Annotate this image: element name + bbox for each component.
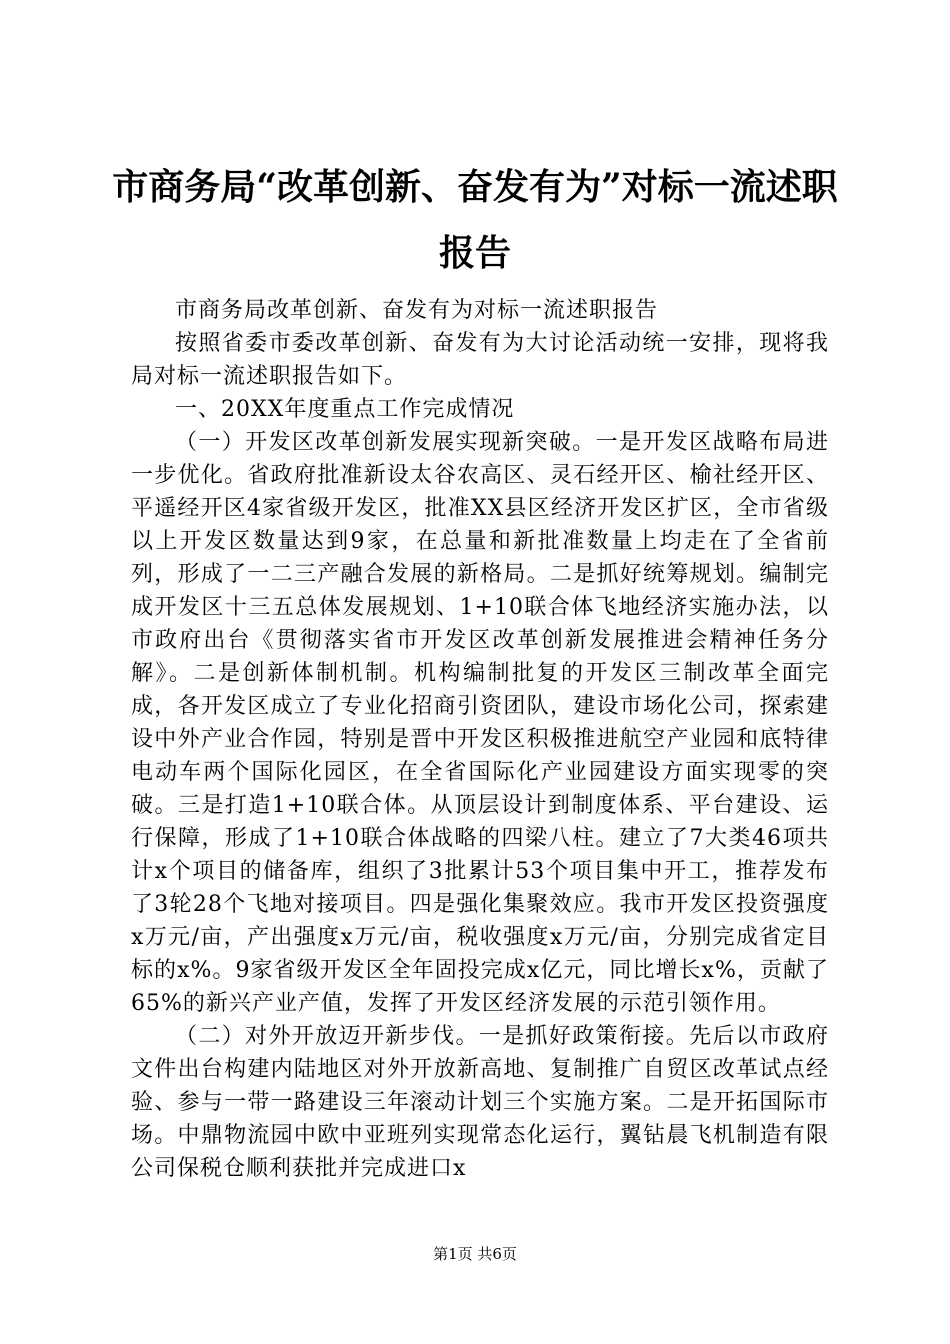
document-body bbox=[131, 294, 829, 1185]
body-paragraph: （一）开发区改革创新发展实现新突破。一是开发区战略布局进一步优化。省政府批准新设太谷农高区、灵石经开区、榆社经开区、平遥经开区4家省级开发区，批准XX县区经济开发区扩区，全市省级以上开发区数量达到9家，在总量和新批准数量上均走在了全省前列，形成了一二三产融合发展的新格局。二是抓好统筹规划。编制完成开发区十三五总体发展规划、1+10联合体飞地经济实施办法，以市政府出台《贯彻落实省市开发区改革创新发展推进会精神任务分解》。二是创新体制机制。机构编制批复的开发区三制改革全面完成，各开发区成立了专业化招商引资团队，建设市场化公司，探索建设中外产业合作园，特别是晋中开发区积极推进航空产业园和底特律电动车两个国际化园区，在全省国际化产业园建设方面实现零的突破。三是打造1+10联合体。从顶层设计到制度体系、平台建设、运行保障，形成了1+10联合体战略的四梁八柱。建立了7大类46项共计x个项目的储备库，组织了3批累计53个项目集中开工，推荐发布了3轮28个飞地对接项目。四是强化集聚效应。我市开发区投资强度x万元/亩，产出强度x万元/亩，税收强度x万元/亩，分别完成省定目标的x%。9家省级开发区全年固投完成x亿元，同比增长x%，贡献了65%的新兴产业产值，发挥了开发区经济发展的示范引领作用。 bbox=[131, 430, 829, 1016]
page-footer: 第1页 共6页 bbox=[433, 1245, 517, 1263]
body-paragraph: （二）对外开放迈开新步伐。一是抓好政策衔接。先后以市政府文件出台构建内陆地区对外开放新高地、复制推广自贸区改革试点经验、参与一带一路建设三年滚动计划三个实施方案。二是开拓国际市场。中鼎物流园中欧中亚班列实现常态化运行，翼钻晨飞机制造有限公司保税仓顺利获批并完成进口x bbox=[131, 1024, 829, 1181]
body-paragraph: 按照省委市委改革创新、奋发有为大讨论活动统一安排，现将我局对标一流述职报告如下。 bbox=[131, 331, 829, 389]
body-paragraph: 市商务局改革创新、奋发有为对标一流述职报告 bbox=[175, 298, 659, 323]
document-title: 市商务局“改革创新、奋发有为”对标一流述职报告 bbox=[112, 166, 838, 274]
section-heading: 一、20XX年度重点工作完成情况 bbox=[175, 397, 515, 422]
